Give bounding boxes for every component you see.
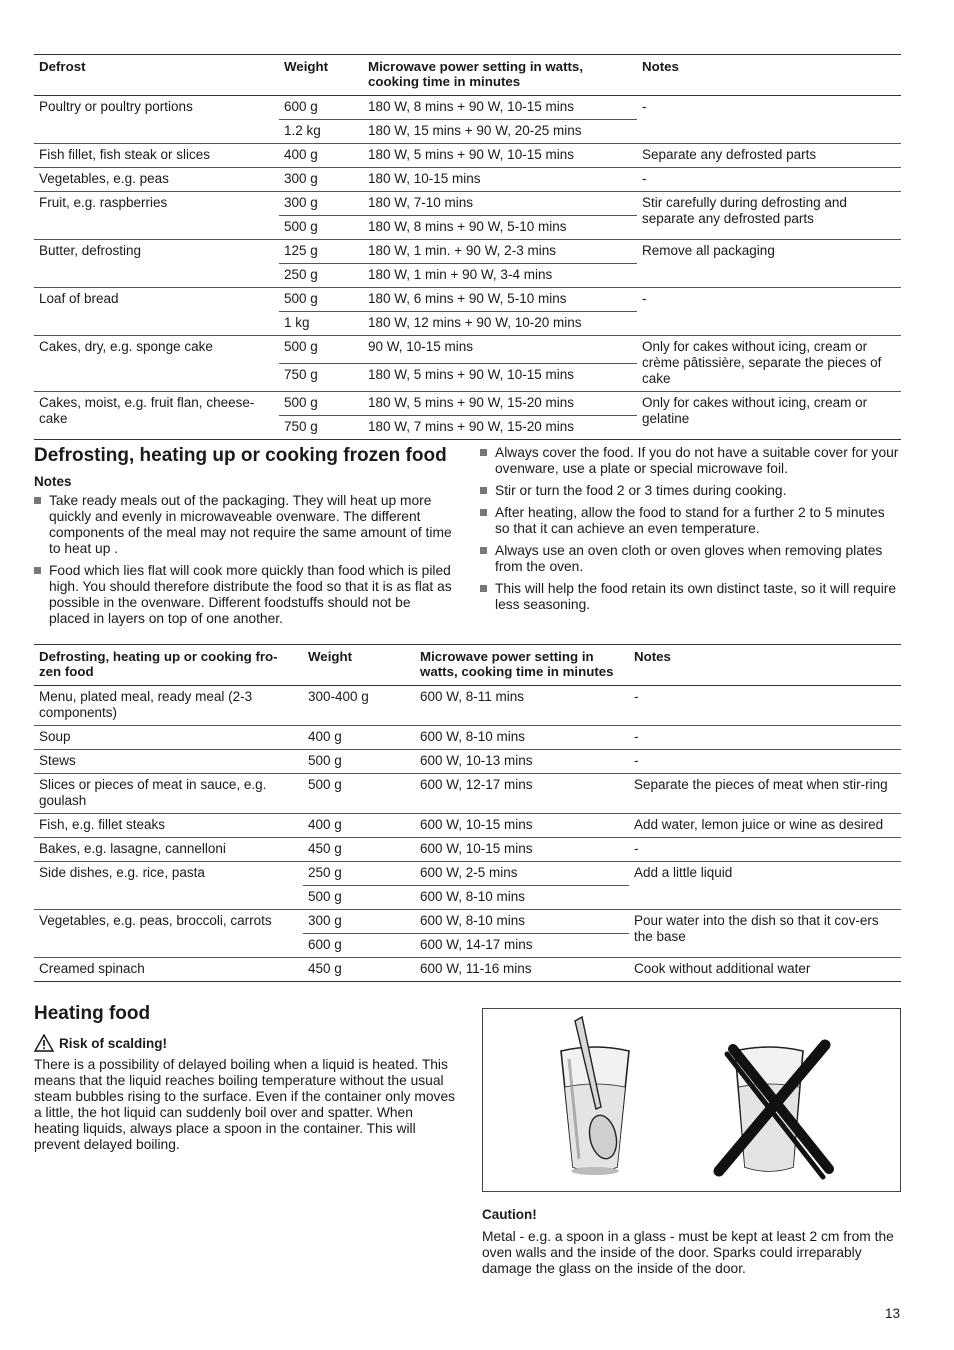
table-header-row: [34, 55, 901, 96]
food-cell: Slices or pieces of meat in sauce, e.g. goulash: [39, 777, 267, 808]
setting-cell: 180 W, 8 mins + 90 W, 5-10 mins: [363, 216, 637, 240]
notes-cell: Add water, lemon juice or wine as desired: [634, 817, 884, 832]
list-item-text: Stir or turn the food 2 or 3 times during cooking.: [495, 483, 787, 498]
setting-cell: 600 W, 10-13 mins: [420, 753, 533, 768]
notes-cell: -: [634, 729, 639, 744]
header-notes: Notes: [634, 649, 671, 664]
notes-cell: Only for cakes without icing, cream or gelatine: [642, 395, 868, 426]
list-item-text: Always use an oven cloth or oven gloves when removing plates from the oven.: [495, 543, 883, 574]
setting-cell: 180 W, 5 mins + 90 W, 10-15 mins: [368, 147, 574, 162]
notes-cell: Separate any defrosted parts: [642, 147, 817, 162]
list-item-text: Food which lies flat will cook more quickly than food which is piled high. You should therefore distribute the food so that it is as flat as possible in the ovenware. Different foodstuffs should not be placed in layers on top of one another.: [49, 563, 452, 626]
list-item: [34, 563, 454, 627]
setting-cell: 600 W, 14-17 mins: [415, 934, 629, 958]
table-row: [34, 750, 901, 774]
weight-cell: 400 g: [284, 147, 318, 162]
header-weight: Weight: [284, 59, 329, 74]
weight-cell: 300-400 g: [308, 689, 369, 704]
weight-cell: 600 g: [284, 99, 318, 114]
list-item: [480, 445, 901, 477]
list-item-text: This will help the food retain its own distinct taste, so it will require less seasoning.: [495, 581, 897, 612]
bullet-square-icon: [34, 567, 41, 574]
table-row: [34, 240, 901, 264]
list-item: [480, 505, 901, 537]
notes-cell: -: [642, 99, 647, 114]
notes-cell: -: [634, 753, 639, 768]
table-row: [34, 726, 901, 750]
caution-heading: Caution!: [482, 1207, 537, 1222]
setting-cell: 180 W, 10-15 mins: [368, 171, 481, 186]
weight-cell: 400 g: [308, 817, 342, 832]
notes-cell: -: [642, 291, 647, 306]
food-cell: Menu, plated meal, ready meal (2-3 components): [39, 689, 253, 720]
weight-cell: 300 g: [284, 171, 318, 186]
food-cell: Butter, defrosting: [39, 243, 142, 258]
notes-cell: Pour water into the dish so that it cov-ers the base: [634, 913, 879, 944]
food-cell: Loaf of bread: [39, 291, 119, 306]
weight-cell: 450 g: [308, 841, 342, 856]
setting-cell: 180 W, 15 mins + 90 W, 20-25 mins: [363, 120, 637, 144]
setting-cell: 180 W, 6 mins + 90 W, 5-10 mins: [368, 291, 567, 306]
weight-cell: 500 g: [308, 753, 342, 768]
crossed-out-glass-icon: [719, 1045, 829, 1177]
table-row: [34, 168, 901, 192]
table-row: [34, 774, 901, 814]
table-row: [34, 838, 901, 862]
header-setting: Microwave power setting in watts, cooking time in minutes: [368, 59, 584, 89]
setting-cell: 600 W, 8-10 mins: [415, 886, 629, 910]
food-cell: Bakes, e.g. lasagne, cannelloni: [39, 841, 226, 856]
food-cell: Side dishes, e.g. rice, pasta: [39, 865, 205, 880]
weight-cell: 450 g: [308, 961, 342, 976]
notes-cell: -: [634, 841, 639, 856]
food-cell: Fish, e.g. fillet steaks: [39, 817, 166, 832]
table-row: [34, 910, 901, 934]
caution-text: Metal - e.g. a spoon in a glass - must be kept at least 2 cm from the oven walls and the inside of the door. Sparks could irreparably damage the glass on the inside of the door.: [482, 1229, 894, 1276]
bullet-square-icon: [480, 487, 487, 494]
notes-cell: -: [642, 171, 647, 186]
list-item: [480, 543, 901, 575]
header-weight: Weight: [308, 649, 353, 664]
weight-cell: 1.2 kg: [279, 120, 363, 144]
food-cell: Poultry or poultry portions: [39, 99, 193, 114]
warning-triangle-icon: [34, 1034, 54, 1052]
warning-text: There is a possibility of delayed boiling when a liquid is heated. This means that the liquid reaches boiling temperature without the usual steam bubbles rising to the surface. Even if the container only moves a little, the hot liquid can suddenly boil over and spatter. When heating liquids, always place a spoon in the container. This will prevent delayed boiling.: [34, 1057, 456, 1152]
header-food: Defrosting, heating up or cooking fro-zen food: [39, 649, 278, 679]
list-item-text: Take ready meals out of the packaging. They will heat up more quickly and evenly in microwaveable ovenware. The different components of the meal may not require the same amount of time to heat up .: [49, 493, 452, 556]
setting-cell: 600 W, 10-15 mins: [420, 817, 533, 832]
table-row: [34, 392, 901, 416]
frozen-food-table: [34, 644, 901, 982]
list-item-text: After heating, allow the food to stand for a further 2 to 5 minutes so that it can achieve an even temperature.: [495, 505, 885, 536]
table-row: [34, 144, 901, 168]
weight-cell: 500 g: [279, 216, 363, 240]
weight-cell: 1 kg: [279, 312, 363, 336]
weight-cell: 250 g: [308, 865, 342, 880]
weight-cell: 600 g: [303, 934, 415, 958]
header-setting: Microwave power setting in watts, cooking time in minutes: [420, 649, 614, 679]
notes-cell: Add a little liquid: [634, 865, 733, 880]
food-cell: Cakes, moist, e.g. fruit flan, cheese-cake: [39, 395, 255, 426]
bullet-square-icon: [480, 547, 487, 554]
weight-cell: 300 g: [308, 913, 342, 928]
food-cell: Vegetables, e.g. peas: [39, 171, 169, 186]
setting-cell: 600 W, 11-16 mins: [420, 961, 532, 976]
weight-cell: 500 g: [303, 886, 415, 910]
setting-cell: 600 W, 8-11 mins: [420, 689, 525, 704]
setting-cell: 180 W, 12 mins + 90 W, 10-20 mins: [363, 312, 637, 336]
header-food: Defrost: [39, 59, 86, 74]
food-cell: Creamed spinach: [39, 961, 145, 976]
list-item: [34, 493, 454, 557]
setting-cell: 600 W, 12-17 mins: [420, 777, 533, 792]
table-row: [34, 686, 901, 726]
list-item: [480, 581, 901, 613]
food-cell: Soup: [39, 729, 71, 744]
weight-cell: 400 g: [308, 729, 342, 744]
food-cell: Vegetables, e.g. peas, broccoli, carrots: [39, 913, 272, 928]
food-cell: Stews: [39, 753, 76, 768]
list-item: [480, 483, 901, 499]
weight-cell: 500 g: [284, 395, 318, 410]
notes-heading: Notes: [34, 474, 72, 489]
table-row: [34, 288, 901, 312]
defrost-table: [34, 54, 901, 440]
section-title-heating-food: Heating food: [34, 1003, 151, 1024]
setting-cell: 180 W, 7 mins + 90 W, 15-20 mins: [363, 416, 637, 440]
table-row: [34, 814, 901, 838]
weight-cell: 125 g: [284, 243, 318, 258]
bullet-square-icon: [34, 497, 41, 504]
glass-with-spoon-icon: [561, 1017, 629, 1175]
bullet-square-icon: [480, 509, 487, 516]
notes-cell: Only for cakes without icing, cream or crème pâtissière, separate the pieces of cake: [642, 339, 882, 386]
page-number: 13: [884, 1306, 900, 1321]
food-cell: Fruit, e.g. raspberries: [39, 195, 168, 210]
weight-cell: 500 g: [284, 339, 318, 354]
warning-heading: Risk of scalding!: [59, 1035, 168, 1051]
table-header-row: [34, 645, 901, 686]
setting-cell: 600 W, 8-10 mins: [420, 913, 526, 928]
setting-cell: 180 W, 5 mins + 90 W, 15-20 mins: [368, 395, 574, 410]
bullet-square-icon: [480, 585, 487, 592]
notes-cell: Cook without additional water: [634, 961, 811, 976]
table-row: [34, 862, 901, 886]
weight-cell: 750 g: [279, 364, 363, 392]
food-cell: Cakes, dry, e.g. sponge cake: [39, 339, 213, 354]
notes-cell: Stir carefully during defrosting and separate any defrosted parts: [642, 195, 847, 226]
setting-cell: 180 W, 5 mins + 90 W, 10-15 mins: [363, 364, 637, 392]
list-item-text: Always cover the food. If you do not have a suitable cover for your ovenware, use a plate or special microwave foil.: [495, 445, 899, 476]
setting-cell: 600 W, 8-10 mins: [420, 729, 526, 744]
setting-cell: 90 W, 10-15 mins: [368, 339, 474, 354]
table-row: [34, 96, 901, 120]
left-notes-list: [34, 493, 454, 633]
table-row: [34, 958, 901, 982]
section-title-frozen-food: Defrosting, heating up or cooking frozen food: [34, 445, 447, 466]
food-cell: Fish fillet, fish steak or slices: [39, 147, 211, 162]
notes-cell: Remove all packaging: [642, 243, 775, 258]
table-row: [34, 336, 901, 364]
header-notes: Notes: [642, 59, 679, 74]
setting-cell: 180 W, 7-10 mins: [368, 195, 474, 210]
table-row: [34, 192, 901, 216]
weight-cell: 500 g: [308, 777, 342, 792]
right-notes-list: [480, 445, 901, 619]
weight-cell: 250 g: [279, 264, 363, 288]
notes-cell: Separate the pieces of meat when stir-ring: [634, 777, 888, 792]
glass-spoon-illustration: [482, 1008, 901, 1192]
setting-cell: 180 W, 8 mins + 90 W, 10-15 mins: [368, 99, 574, 114]
setting-cell: 600 W, 2-5 mins: [420, 865, 518, 880]
glass-illustration-svg: [483, 1009, 900, 1191]
bullet-square-icon: [480, 449, 487, 456]
weight-cell: 750 g: [279, 416, 363, 440]
weight-cell: 300 g: [284, 195, 318, 210]
setting-cell: 600 W, 10-15 mins: [420, 841, 533, 856]
setting-cell: 180 W, 1 min + 90 W, 3-4 mins: [363, 264, 637, 288]
weight-cell: 500 g: [284, 291, 318, 306]
notes-cell: -: [634, 689, 639, 704]
setting-cell: 180 W, 1 min. + 90 W, 2-3 mins: [368, 243, 556, 258]
warning-heading-row: [34, 1034, 167, 1052]
